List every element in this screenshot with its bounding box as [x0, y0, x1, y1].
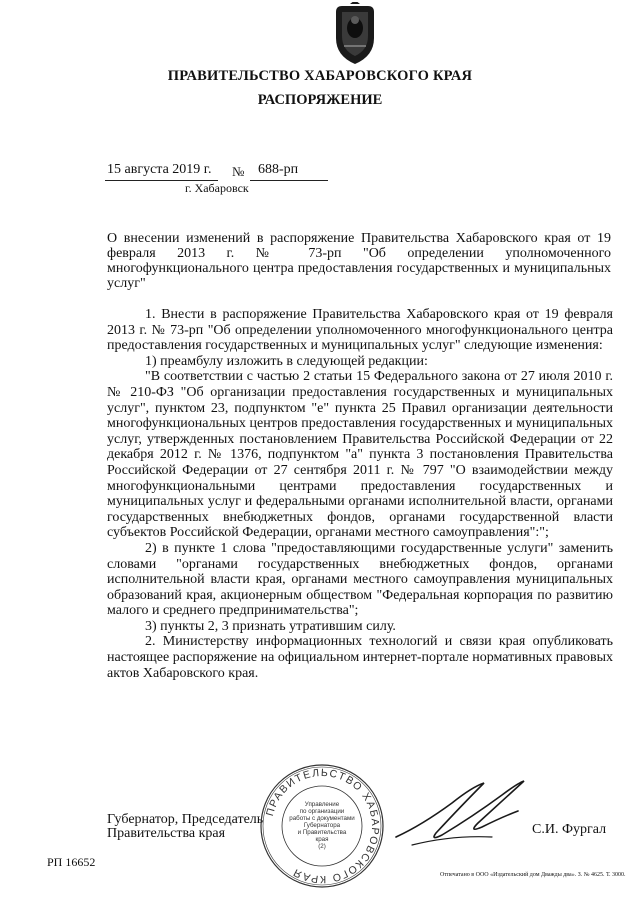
stamp-inner-line: и Правительства [297, 829, 347, 836]
document-type: РАСПОРЯЖЕНИЕ [257, 92, 383, 108]
signatory-role-line: Губернатор, Председатель [107, 812, 264, 827]
paragraph: 2. Министерству информационных технологий и связи края опубликовать настоящее распоряжение на официальном интернет-портале нормативных правовых актов Хабаровского края. [107, 634, 613, 681]
registration-number: РП 16652 [47, 855, 96, 869]
paragraph: 3) пункты 2, 3 признать утратившим силу. [145, 618, 396, 634]
number-underline [250, 180, 328, 181]
number-sign: № [232, 164, 245, 179]
paragraph: "В соответствии с частью 2 статьи 15 Федерального закона от 27 июля 2010 г. № 210-ФЗ "Об организации предоставления государственных и муниципальных услуг", пунктом 23, подпунктом "е" пункта 25 Правил организации деятельности многофункциональных центров предоставления государственных и муниципальных услуг, утвержденных постановлением Правительства Российской Федерации от 22 декабря 2012 г. № 1376, подпунктом "а" пункта 3 постановления Правительства Российской Федерации от 27 сентября 2011 г. № 797 "О взаимодействии между многофункциональными центрами предоставления государственных и муниципальных услуг и федеральными органами исполнительной власти, органами государственных внебюджетных фондов, органами государственной власти субъектов Российской Федерации, органами местного самоуправления":"; [107, 369, 613, 541]
stamp-inner-line: работы с документами [289, 815, 355, 822]
stamp-inner-line: Губернатора [303, 822, 341, 829]
organization-title: ПРАВИТЕЛЬСТВО ХАБАРОВСКОГО КРАЯ [167, 68, 473, 84]
stamp-inner-line: края [315, 836, 329, 843]
paragraph: 1. Внести в распоряжение Правительства Хабаровского края от 19 февраля 2013 г. № 73-рп "Об определении уполномоченного многофункционального центра предоставления государственных и муниципальных услуг" следующие изменения: [107, 307, 613, 354]
printer-note: Отпечатано в ООО «Издательский дом Дважды два». З. № 4625. Т. 3000. [440, 872, 626, 878]
document-city: г. Хабаровск [185, 181, 249, 195]
stamp-inner-line: по организации [299, 808, 345, 815]
signatory-role-line: Правительства края [107, 826, 226, 841]
document-subject: О внесении изменений в распоряжение Правительства Хабаровского края от 19 февраля 2013 г. № 73-рп "Об определении уполномоченного многофункционального центра предоставления государственных и муниципальных услуг" [107, 231, 611, 291]
stamp-inner-line: Управление [304, 801, 340, 808]
paragraph: 2) в пункте 1 слова "предоставляющими государственные услуги" заменить словами "органами государственных внебюджетных фондов, органами исполнительной власти края, органами местного самоуправления муниципальных образований края, акционерным обществом "Федеральная корпорация по развитию малого и среднего предпринимательства"; [107, 540, 613, 619]
signatory-name: С.И. Фургал [532, 822, 607, 837]
signatory-role [107, 813, 263, 841]
paragraph: 1) преамбулу изложить в следующей редакции: [145, 353, 428, 369]
stamp-ring-text: ПРАВИТЕЛЬСТВО ХАБАРОВСКОГО КРАЯ [264, 766, 382, 886]
coat-of-arms-emblem [330, 2, 380, 66]
document-body [107, 307, 613, 681]
document-number: 688-рп [258, 162, 299, 177]
stamp-inner-line: (2) [318, 843, 326, 850]
official-stamp [258, 762, 386, 890]
handwritten-signature [392, 775, 532, 855]
document-date: 15 августа 2019 г. [107, 162, 212, 177]
